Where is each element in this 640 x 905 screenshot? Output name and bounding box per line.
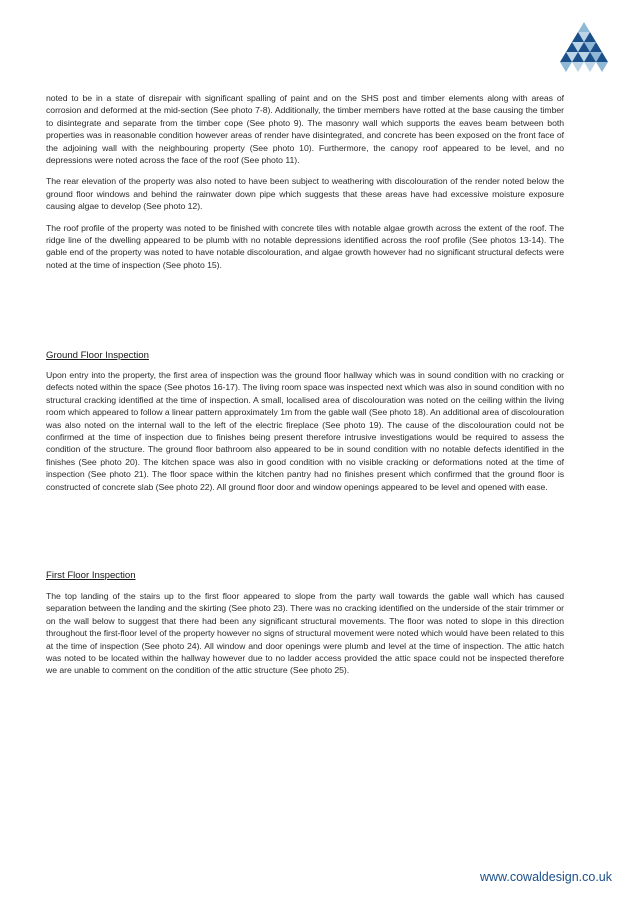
intro-text-block <box>46 92 564 280</box>
paragraph-canopy: noted to be in a state of disrepair with significant spalling of paint and on the SHS post and timber elements along with areas of corrosion and deformed at the mid-section (See photo 7-8). Additionally, the timber members have rotted at the base causing the timber to disintegrate and separate from the timber cope (See photo 9). The masonry wall which supports the eaves beam between both properties was in reasonable condition however areas of render have disintegrated, and concrete has been exposed on the front face of the adjoining wall with the neighbouring property (See photo 10). Furthermore, the canopy roof appeared to be level, and no depressions were noted across the face of the roof (See photo 11). <box>46 93 564 166</box>
paragraph-rear-elevation: The rear elevation of the property was also noted to have been subject to weathering with discolouration of the render noted below the ground floor windows and behind the rainwater down pipe which suggests that these areas have had excessive moisture exposure causing algae to develop (See photo 12). <box>46 176 564 212</box>
company-logo-icon <box>558 22 610 72</box>
ground-floor-heading: Ground Floor Inspection <box>46 350 149 361</box>
footer-website-link[interactable]: www.cowaldesign.co.uk <box>479 870 612 884</box>
first-floor-heading: First Floor Inspection <box>46 570 136 581</box>
paragraph-roof-profile: The roof profile of the property was noted to be finished with concrete tiles with notable algae growth across the extent of the roof. The ridge line of the dwelling appeared to be plumb with no notable depressions identified across the roof profile (See photos 13-14). The gable end of the property was noted to have notable discolouration, and algae growth however had no significant structural defects were noted at the time of inspection (See photo 15). <box>46 222 564 270</box>
first-floor-paragraph: The top landing of the stairs up to the first floor appeared to slope from the party wall towards the gable wall which has caused separation between the landing and the skirting (See photo 23). There was no cracking identified on the underside of the stair trimmer or on the wall below to suggest that there had been any significant structural movements. The floor was noted to slope in this direction throughout the first-floor level of the property however no signs of structural movement were noted which would have been related to this at the time of inspection (See photo 24). All window and door openings were plumb and level at the time of inspection. The attic hatch was noted to be located within the hallway however due to no ladder access provided the attic space could not be inspected therefore we are unable to comment on the condition of the attic structure (See photo 25). <box>46 591 564 676</box>
ground-floor-paragraph: Upon entry into the property, the first area of inspection was the ground floor hallway which was in sound condition with no cracking or defects noted within the space (See photos 16-17). The living room space was inspected next which was also in sound condition with no structural cracking identified at the time of inspection. A small, localised area of discolouration was noted on the ceiling within the living room which appeared to follow a linear pattern approximately 1m from the gable wall (See photo 18). An additional area of discolouration was also noted on the internal wall to the left of the electric fireplace (See photo 19). The cause of the discolouration could not be confirmed at the time of inspection due to finishes being present therefore intrusive investigations would be required to assess the condition of the structure. The ground floor bathroom also appeared to be in sound condition with no notable defects identified in the finishes (See photo 20). The kitchen space was also in good condition with no visible cracking or deformations noted at the time of inspection (See photo 21). The floor space within the kitchen pantry had no finishes present which confirmed that the ground floor is constructed of concrete slab (See photo 22). All ground floor door and window openings appeared to be level and opened with ease. <box>46 370 564 492</box>
